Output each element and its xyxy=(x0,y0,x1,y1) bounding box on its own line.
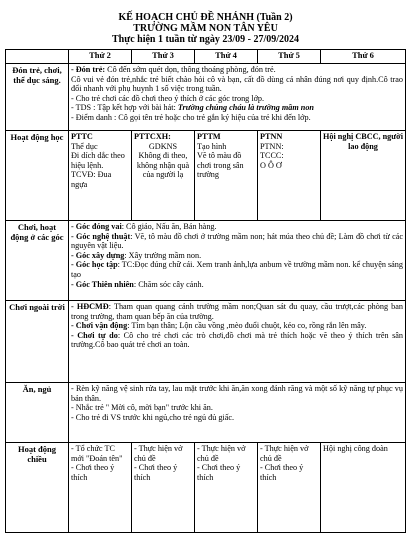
content-line: - TDS : Tập kết hợp với bài hát: Trường chúng cháu là trường mầm non xyxy=(71,103,314,113)
content-line: Cô vui vẻ đón trẻ,nhắc trẻ biết chào hỏi cô và bạn, cất đồ dùng cá nhân đúng nơi quy định.Cô trao đổi nhanh với phụ huynh 1 số việc trong tuần. xyxy=(71,74,403,94)
day-header-row xyxy=(6,50,406,64)
row-choi-ngoai-troi xyxy=(6,301,406,383)
date-range: Thực hiện 1 tuần từ ngày 23/09 - 27/09/2024 xyxy=(111,34,300,45)
lesson-cell: PTTC Thể dục Đi dích dắc theo hiệu lệnh. TCVĐ: Đua ngựa xyxy=(69,131,132,221)
choi-ngoai-troi-content xyxy=(69,301,406,383)
row-don-tre xyxy=(6,64,406,131)
don-tre-content xyxy=(69,64,406,131)
content-line: - Góc nghệ thuật: Vẽ, tô màu đồ chơi ở trường mầm non; hát múa theo chủ đề; Làm đồ chơi từ các nguyên vật liệu. xyxy=(71,231,404,251)
content-line: - Chơi tự do: Cô cho trẻ chơi các trò chơi,đồ chơi mà trẻ thích hoặc vẽ theo ý thích trên sân trường.Cô bao quát trẻ chơi an toàn. xyxy=(71,330,403,350)
content-line: - Nhắc trẻ " Mời cô, mời bạn" trước khi ăn. xyxy=(71,403,213,413)
row-hoat-dong-hoc xyxy=(6,131,406,221)
afternoon-cell: - Thực hiện vở chủ đề - Chơi theo ý thích xyxy=(258,443,321,533)
an-ngu-content xyxy=(69,383,406,443)
content-line: - Góc học tập: TC:Đọc đúng chữ cái. Xem tranh ảnh,lựa anbum về trường mầm non. kể chuyện sáng tạo xyxy=(71,260,403,279)
document-header xyxy=(0,12,411,45)
lesson-cell: PTNN PTNN: TCCC: O Ô Ơ xyxy=(258,131,321,221)
day-header: Thứ 6 xyxy=(321,50,406,64)
content-line: - Góc xây dựng: Xây trường mầm non. xyxy=(71,250,202,260)
day-header: Thứ 2 xyxy=(69,50,132,64)
afternoon-cell: - Tổ chức TC mới "Đoán tên" - Chơi theo ý thích xyxy=(69,443,132,533)
lesson-cell: PTTCXH: GDKNS Không đi theo, không nhận quà của người lạ xyxy=(132,131,195,221)
weekly-plan-table xyxy=(5,49,406,533)
afternoon-cell: Hội nghị công đoàn xyxy=(321,443,406,533)
row-label: Hoạt động chiều xyxy=(6,443,69,533)
choi-goc-content xyxy=(69,221,406,301)
lesson-cell: PTTM Tạo hình Vẽ tô màu đồ chơi trong sân trường xyxy=(195,131,258,221)
content-line: - Rèn kỹ năng vệ sinh rửa tay, lau mặt trước khi ăn,ăn xong đánh răng và một số kỹ năng tự phục vụ bản thân. xyxy=(71,384,403,403)
content-line: - Điểm danh : Cô gọi tên trẻ hoặc cho trẻ gắn ký hiệu của trẻ khi đến lớp. xyxy=(71,112,311,122)
lesson-cell-meeting: Hội nghị CBCC, người lao động xyxy=(321,131,406,221)
corner-cell xyxy=(6,50,69,64)
content-line: - Chơi vận động: Tìm bạn thân; Lộn cầu vồng ,mèo đuổi chuột, kéo co, rồng rắn lên mây. xyxy=(71,321,367,331)
afternoon-cell: - Thực hiện vở chủ đề - Chơi theo ý thích xyxy=(195,443,258,533)
day-header: Thứ 5 xyxy=(258,50,321,64)
doc-title: KẾ HOẠCH CHỦ ĐỀ NHÁNH (Tuần 2) xyxy=(118,12,293,23)
content-line: - Đón trẻ: Cô đến sớm quét dọn, thông thoáng phòng, đón trẻ. xyxy=(71,65,276,74)
school-name: TRƯỜNG MẦM NON TÂN YÊU xyxy=(133,23,278,34)
row-chieu xyxy=(6,443,406,533)
row-label: Ăn, ngủ xyxy=(6,383,69,443)
row-choi-goc xyxy=(6,221,406,301)
content-line: - Cho trẻ chơi các đồ chơi theo ý thích ở các góc trong lớp. xyxy=(71,93,265,103)
day-header: Thứ 3 xyxy=(132,50,195,64)
row-an-ngu xyxy=(6,383,406,443)
row-label: Hoạt động học xyxy=(6,131,69,221)
row-label: Đón trẻ, chơi, thể dục sáng. xyxy=(6,64,69,131)
day-header: Thứ 4 xyxy=(195,50,258,64)
row-label: Chơi, hoạt động ở các góc xyxy=(6,221,69,301)
content-line: - Cho trẻ đi VS trước khi ngủ,cho trẻ ngủ đủ giấc. xyxy=(71,412,235,422)
content-line: - Góc Thiên nhiên: Chăm sóc cây cảnh. xyxy=(71,279,204,289)
content-line: - HĐCMĐ: Tham quan quang cảnh trường mầm non;Quan sát đu quay, cầu trượt,các phòng ban trong trường, tham quan bếp ăn của trường. xyxy=(71,302,404,321)
afternoon-cell: - Thực hiện vở chủ đề - Chơi theo ý thích xyxy=(132,443,195,533)
row-label: Chơi ngoài trời xyxy=(6,301,69,383)
content-line: - Góc đóng vai: Cô giáo, Nấu ăn, Bán hàng. xyxy=(71,222,217,231)
